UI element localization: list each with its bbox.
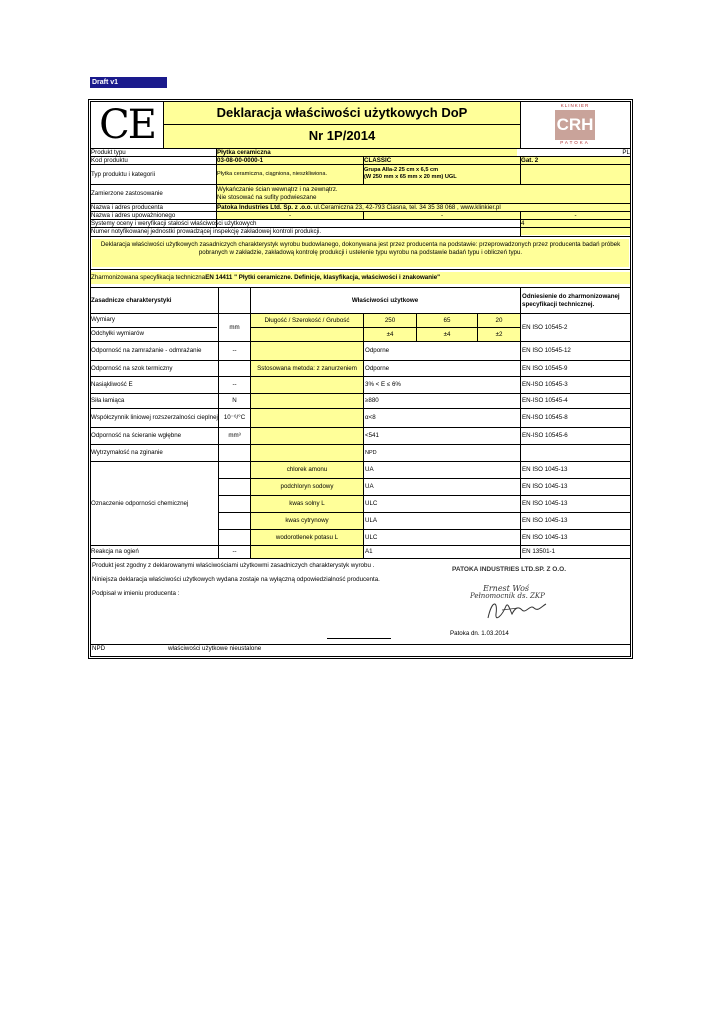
- chemical-item-value: UA: [365, 466, 374, 474]
- signature: [482, 596, 552, 626]
- frost-resistance-unit: --: [232, 347, 237, 355]
- abrasion-resistance-label: Odporność na ścieranie wgłębne: [91, 432, 182, 440]
- signed-on-behalf: Podpisał w imieniu producenta :: [92, 590, 180, 597]
- dimensions-tolerance-label: Odchyłki wymiarów: [91, 330, 144, 337]
- thermal-expansion-value: α<8: [365, 414, 376, 422]
- document-number: Nr 1P/2014: [164, 125, 520, 148]
- water-absorption-unit: --: [232, 381, 237, 389]
- representative-dash-2: -: [364, 212, 520, 219]
- breaking-strength-unit: N: [232, 397, 237, 405]
- dimensions-description: Długość / Szerokość / Grubość: [251, 314, 363, 327]
- document-title: Deklaracja właściwości użytkowych DoP: [164, 102, 520, 124]
- dimensions-unit: mm: [229, 323, 240, 331]
- chemical-item-reference: EN ISO 1045-13: [522, 466, 568, 474]
- product-group: Grupa AIIa-2 25 cm x 6,5 cm (W 250 mm x 65 mm x 20 mm) UGL: [364, 165, 520, 184]
- fire-reaction-reference: EN 13501-1: [522, 548, 556, 556]
- intended-use-value: Wykańczanie ścian wewnątrz i na zewnątrz. Nie stosować na sufity podwieszane: [217, 185, 630, 203]
- signature-line: [327, 638, 391, 639]
- draft-label: Draft v1: [90, 77, 167, 88]
- product-group-extra: [521, 165, 630, 184]
- country-code: PL: [622, 149, 630, 156]
- declaration-text: Deklaracja właściwości użytkowych zasadniczych charakterystyk wyrobu budowlanego, dokonywana jest przez producenta na podstawie: przeprowadzonych przez producenta badań próbek pobranych w zakładzie, zakładową kontrolę produkcji i ustelenie typu wyrobu na podstawie badań typu i obliczeń typu.: [92, 239, 629, 267]
- abrasion-resistance-unit: mm³: [228, 432, 241, 440]
- dimension-width: 65: [417, 314, 477, 327]
- stamp-role: Pełnomocnik ds. ZKP: [470, 592, 545, 600]
- header-reference: Odniesienie do zharmonizowanej specyfikacji technicznej.: [522, 292, 620, 308]
- ce-mark: CE: [99, 102, 155, 148]
- representative-dash-1: -: [217, 212, 363, 219]
- bending-strength-value: NPD: [365, 449, 377, 456]
- frost-resistance-label: Odporność na zamrażanie - odmrażanie: [91, 347, 202, 355]
- chemical-item-name: kwas cytrynowy: [251, 513, 363, 529]
- fire-reaction-method: [251, 546, 363, 558]
- product-type-value: Płytka ceramiczna: [217, 149, 517, 156]
- product-type-label: Produkt typu: [91, 149, 126, 156]
- water-absorption-label: Nasiąkliwość E: [91, 381, 133, 389]
- chemical-item-name: chlorek amonu: [251, 462, 363, 478]
- fire-reaction-value: A1: [365, 548, 373, 556]
- chemical-resistance-label: Oznaczenie odporności chemicznej: [91, 499, 189, 507]
- dimension-length: 250: [364, 314, 416, 327]
- water-absorption-method: [251, 377, 363, 393]
- thermal-expansion-label: Współczynnik liniowej rozszerzalności cieplnej: [91, 414, 218, 422]
- breaking-strength-value: ≥880: [365, 397, 379, 405]
- frost-resistance-reference: EN ISO 10545-12: [522, 347, 571, 355]
- npd-description: właściwości użytkowe nieustalone: [168, 645, 262, 652]
- product-grade: Gat. 2: [521, 157, 630, 164]
- compliance-statement: Produkt jest zgodny z deklarowanymi właściwościami użytkowmi zasadniczych charakterystyk wyrobu .: [92, 562, 375, 569]
- abrasion-resistance-method: [251, 428, 363, 444]
- product-category-label: Typ produktu i kategorii: [91, 170, 155, 178]
- product-code-label: Kod produktu: [91, 157, 128, 164]
- notified-body-value: [521, 228, 630, 235]
- breaking-strength-label: Siła łamiąca: [91, 397, 125, 405]
- company-logo: KLINKIER CRH PATOKA: [556, 103, 594, 145]
- producer-label: Nazwa i adres producenta: [91, 204, 163, 211]
- bending-strength-method: [251, 445, 363, 461]
- representative-dash-3: -: [521, 212, 630, 219]
- chemical-item-reference: EN ISO 1045-13: [522, 517, 568, 525]
- dimension-thickness: 20: [478, 314, 520, 327]
- chemical-item-value: ULC: [365, 500, 378, 508]
- chemical-item-reference: EN ISO 1045-13: [522, 483, 568, 491]
- responsibility-statement: Niniejsza deklaracja właściwości użytkowych wydana zostaje na wyłączną odpowiedzialność producenta.: [92, 576, 380, 583]
- notified-body-label: Numer notyfikowanej jednostki prowadzącej inspekcję zakładowej kontroli produkcji.: [91, 228, 322, 235]
- dimensions-reference: EN ISO 10545-2: [522, 323, 568, 331]
- product-category-value: Płytka ceramiczna, ciągniona, nieszkliwiona.: [217, 165, 363, 184]
- chemical-item-value: ULC: [365, 533, 378, 541]
- thermal-expansion-unit: 10⁻⁶/°C: [223, 414, 246, 422]
- tolerance-width: ±4: [417, 328, 477, 341]
- intended-use-label: Zamierzone zastosowanie: [91, 190, 163, 198]
- systems-label: Systemy oceny i weryfikacji stałości właściwości użytkowych: [91, 220, 257, 227]
- chemical-item-value: ULA: [365, 517, 378, 525]
- water-absorption-reference: EN-ISO 10545-3: [522, 381, 568, 389]
- chemical-item-name: kwas solny L: [251, 496, 363, 512]
- thermal-shock-value: Odporne: [365, 364, 390, 372]
- thermal-expansion-reference: EN-ISO 10545-8: [522, 414, 568, 422]
- breaking-strength-method: [251, 394, 363, 408]
- frost-resistance-value: Odporne: [365, 347, 390, 355]
- dimensions-description-blank: [251, 328, 363, 341]
- water-absorption-value: 3% < E ≤ 6%: [365, 381, 401, 389]
- header-properties: Właściwości użytkowe: [351, 296, 419, 304]
- producer-value: Patoka Industries Ltd. Sp. z .o.o. ul.Ceramiczna 23, 42-793 Ciasna, tel. 34 35 38 068 , www.klinkier.pl: [217, 204, 630, 211]
- chemical-item-reference: EN ISO 1045-13: [522, 500, 568, 508]
- thermal-shock-label: Odporność na szok termiczny: [91, 364, 173, 372]
- chemical-item-name: wodorotlenek potasu L: [251, 530, 363, 545]
- dimensions-label: Wymiary: [91, 316, 116, 323]
- chemical-item-reference: EN ISO 1045-13: [522, 533, 568, 541]
- fire-reaction-label: Reakcja na ogień: [91, 548, 139, 556]
- tolerance-length: ±4: [364, 328, 416, 341]
- thermal-expansion-method: [251, 409, 363, 427]
- chemical-item-value: UA: [365, 483, 374, 491]
- header-characteristics: Zasadnicze charakterystyki: [91, 296, 172, 304]
- breaking-strength-reference: EN-ISO 10545-4: [522, 397, 568, 405]
- npd-abbreviation: NPD: [92, 645, 106, 652]
- company-stamp: PATOKA INDUSTRIES LTD.SP. Z O.O.: [452, 566, 567, 573]
- harmonized-spec: Zharmonizowana specyfikacja techniczna EN 14411 " Płytki ceramiczne. Definicje, klasyfikacja, właściwości i znakowanie": [91, 272, 630, 284]
- bending-strength-label: Wytrzymałość na zginanie: [91, 449, 163, 457]
- stamp-name: Ernest Woś: [483, 584, 530, 593]
- frost-resistance-method: [251, 342, 363, 360]
- product-code-value: 03-08-00-0000-1: [217, 157, 363, 164]
- abrasion-resistance-reference: EN-ISO 10545-6: [522, 432, 568, 440]
- product-line: CLASSIC: [364, 157, 520, 164]
- representative-label: Nazwa i adres upoważnionego: [91, 212, 176, 219]
- abrasion-resistance-value: <541: [365, 432, 379, 440]
- thermal-shock-reference: EN ISO 10545-9: [522, 364, 568, 372]
- systems-value: 4: [521, 220, 630, 227]
- thermal-shock-method: Sstosowana metoda: z zanurzeniem: [251, 361, 363, 376]
- fire-reaction-unit: --: [232, 548, 237, 556]
- issue-date: Patoka dn. 1.03.2014: [450, 630, 509, 637]
- chemical-item-name: podchloryn sodowy: [251, 479, 363, 495]
- tolerance-thickness: ±2: [478, 328, 520, 341]
